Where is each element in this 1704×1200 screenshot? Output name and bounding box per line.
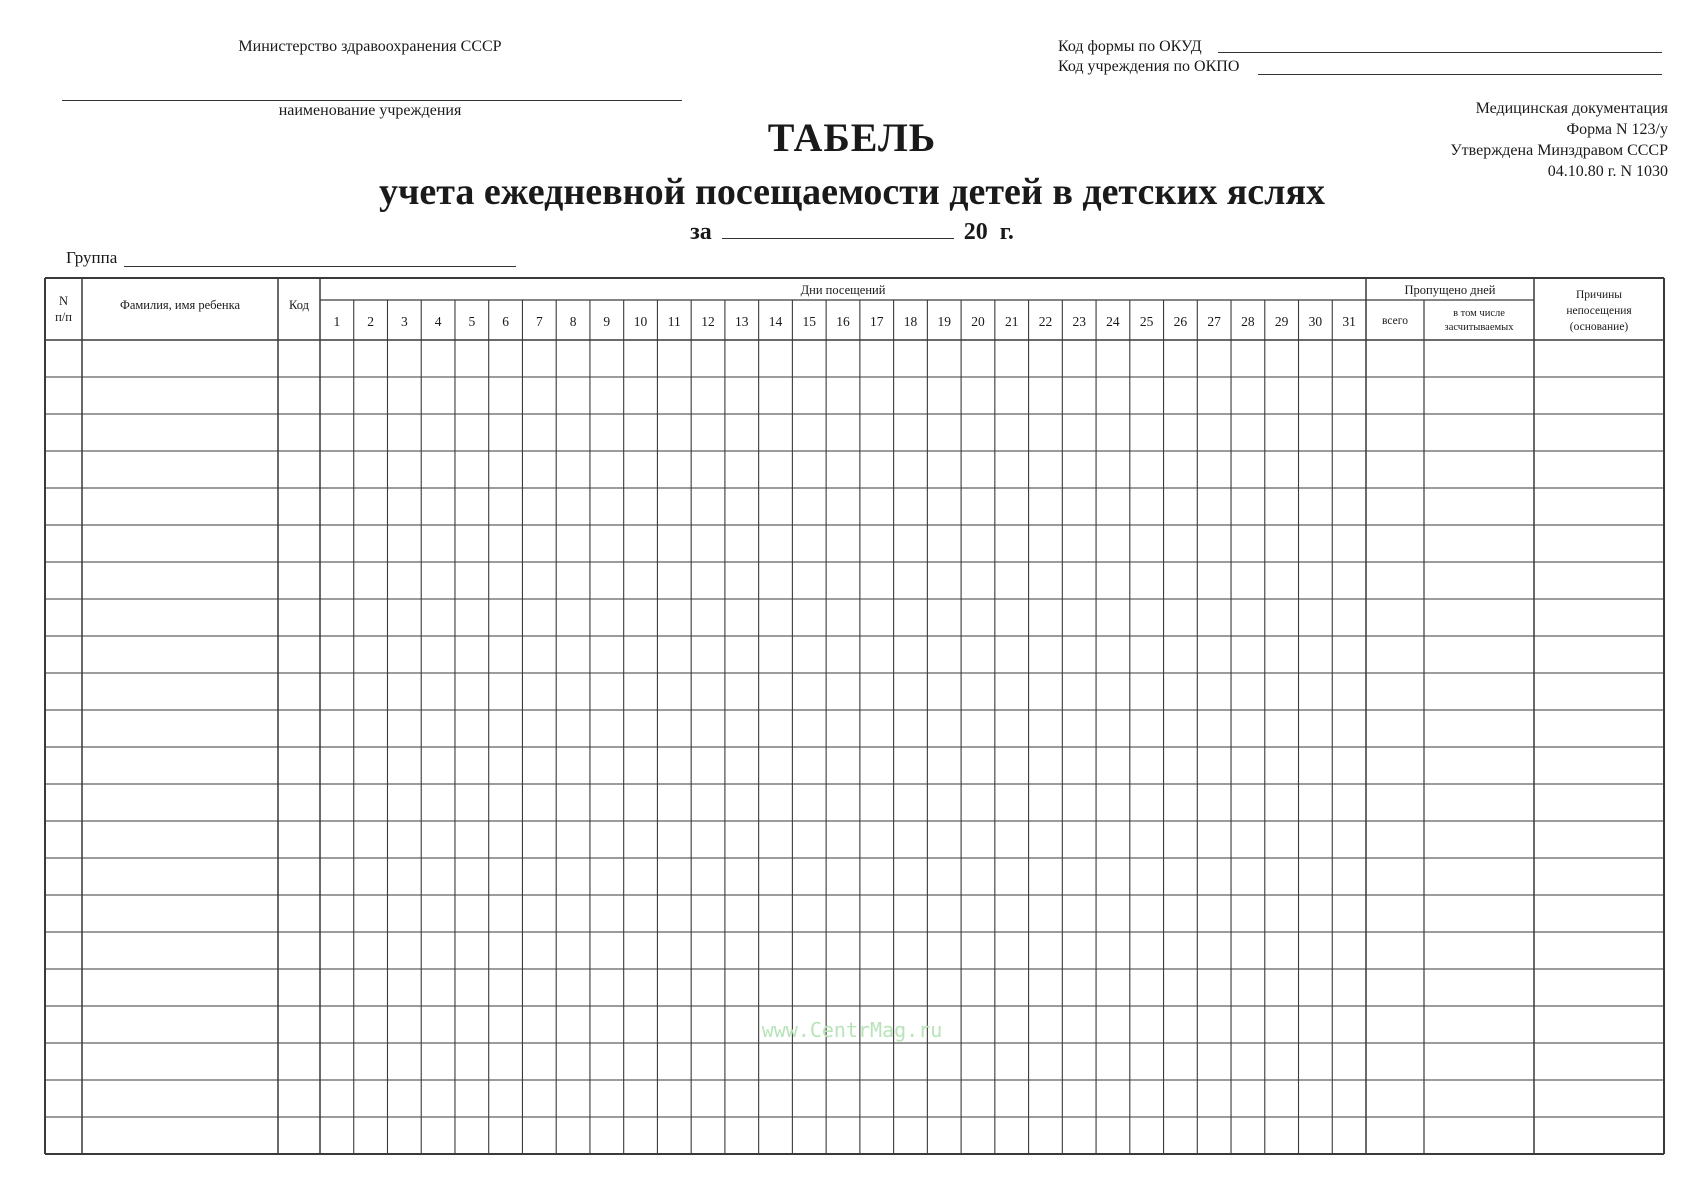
period-year: 20: [963, 219, 988, 245]
col-num-header: N: [58, 294, 69, 308]
day-number: 6: [502, 314, 509, 329]
day-number: 1: [333, 314, 341, 329]
day-number: 18: [903, 314, 918, 329]
col-num-header: п/п: [55, 310, 72, 324]
day-number: 31: [1342, 314, 1356, 329]
period-prefix: за: [690, 219, 712, 245]
day-number: 21: [1004, 314, 1019, 329]
day-number: 22: [1038, 314, 1053, 329]
day-number: 27: [1207, 314, 1221, 329]
reasons-header: (основание): [1569, 321, 1629, 333]
missed-header: Пропущено дней: [1404, 283, 1496, 297]
reasons-header: Причины: [1575, 289, 1623, 301]
ministry-name: Министерство здравоохранения СССР: [238, 38, 502, 55]
day-number: 17: [869, 314, 884, 329]
approval-date: 04.10.80 г. N 1030: [1547, 163, 1668, 180]
day-number: 15: [802, 314, 817, 329]
col-code-header: Код: [289, 298, 309, 312]
approval-line: Утверждена Минздравом СССР: [1450, 142, 1668, 159]
missed-counted-header: в том числе: [1453, 308, 1505, 319]
day-number: 16: [836, 314, 850, 329]
day-number: 13: [735, 314, 749, 329]
institution-caption: наименование учреждения: [278, 102, 462, 119]
watermark: www.CentrMag.ru: [761, 1018, 943, 1042]
missed-counted-header: засчитываемых: [1444, 322, 1514, 333]
document-subtitle: учета ежедневной посещаемости детей в детских яслях: [378, 171, 1326, 213]
day-number: 24: [1106, 314, 1120, 329]
document-title: ТАБЕЛЬ: [767, 115, 937, 160]
days-header: Дни посещений: [800, 283, 886, 297]
day-number: 7: [535, 314, 543, 329]
day-number: 29: [1274, 314, 1289, 329]
day-number: 5: [468, 314, 476, 329]
col-name-header: Фамилия, имя ребенка: [119, 298, 241, 312]
day-number: 26: [1173, 314, 1188, 329]
day-number: 19: [937, 314, 951, 329]
form-number: Форма N 123/у: [1566, 121, 1668, 138]
day-number: 28: [1241, 314, 1255, 329]
okpo-code-label: Код учреждения по ОКПО: [1058, 58, 1240, 75]
missed-total-header: всего: [1382, 315, 1408, 327]
period-suffix: г.: [999, 219, 1014, 245]
day-number: 30: [1308, 314, 1323, 329]
day-number: 11: [667, 314, 681, 329]
day-number: 4: [434, 314, 442, 329]
group-label: Группа: [66, 248, 118, 267]
okud-code-label: Код формы по ОКУД: [1058, 38, 1202, 55]
day-number: 12: [701, 314, 715, 329]
day-number: 14: [768, 314, 783, 329]
reasons-header: непосещения: [1566, 305, 1632, 317]
day-number: 9: [603, 314, 611, 329]
day-number: 20: [971, 314, 985, 329]
day-number: 25: [1139, 314, 1154, 329]
day-number: 10: [633, 314, 648, 329]
day-number: 8: [569, 314, 577, 329]
day-number: 3: [400, 314, 408, 329]
med-doc-line: Медицинская документация: [1475, 100, 1668, 117]
day-number: 23: [1072, 314, 1086, 329]
day-number: 2: [367, 314, 374, 329]
